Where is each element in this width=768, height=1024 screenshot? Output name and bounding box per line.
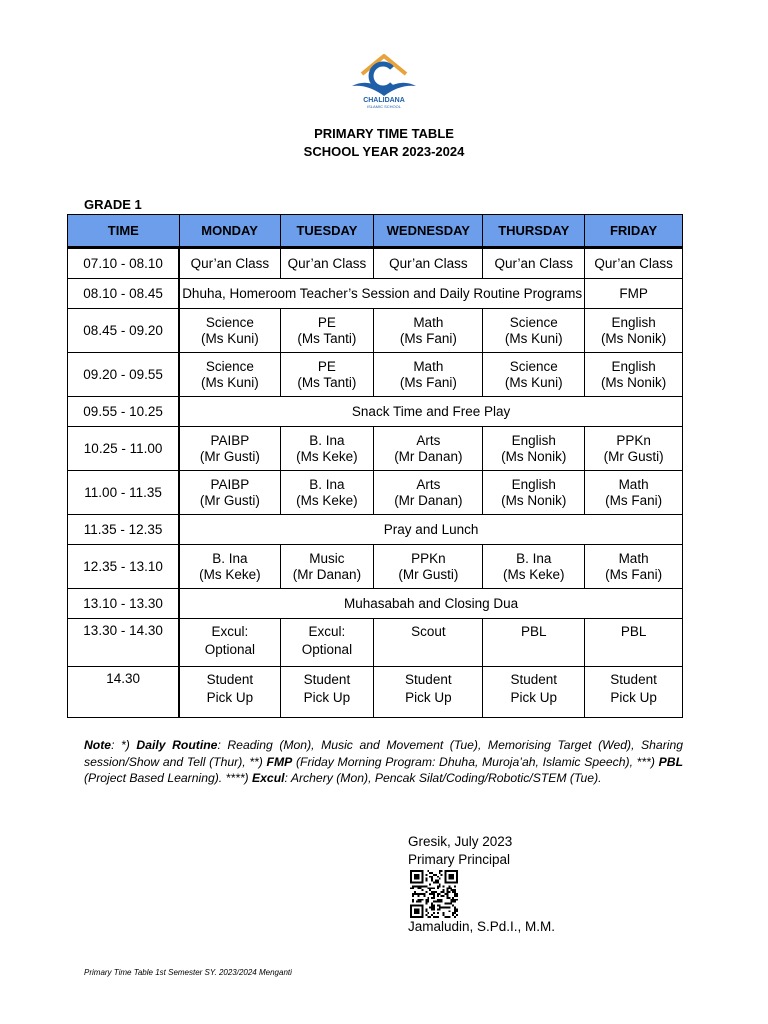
- footer-text: Primary Time Table 1st Semester SY. 2023/2024 Menganti: [84, 968, 292, 977]
- subject-name: Student: [510, 672, 557, 687]
- teacher-name: (Ms Keke): [296, 448, 358, 464]
- table-row: [68, 427, 683, 471]
- time-cell: 10.25 - 11.00: [68, 427, 180, 471]
- table-row: [68, 353, 683, 397]
- subject-name: Student: [610, 672, 657, 687]
- teacher-name: (Mr Gusti): [199, 492, 260, 508]
- teacher-name: Pick Up: [510, 690, 557, 705]
- subject-name: PAIBP: [210, 476, 250, 492]
- teacher-name: (Ms Tanti): [297, 330, 357, 346]
- table-row: [68, 589, 683, 619]
- subject-name: Student: [303, 672, 351, 687]
- subject-cell: [483, 248, 585, 279]
- title-line-2: SCHOOL YEAR 2023-2024: [303, 144, 465, 159]
- school-logo: [348, 48, 420, 110]
- title-line-1: PRIMARY TIME TABLE: [314, 126, 454, 141]
- teacher-name: (Mr Danan): [394, 448, 463, 464]
- logo-subtext: ISLAMIC SCHOOL: [366, 104, 402, 109]
- signature-role: Primary Principal: [408, 852, 511, 867]
- time-cell: 09.20 - 09.55: [68, 353, 180, 397]
- subject-name: English: [511, 432, 556, 448]
- time-cell: 08.10 - 08.45: [68, 279, 180, 309]
- teacher-name: (Ms Nonik): [600, 374, 667, 390]
- notes: [84, 737, 683, 787]
- teacher-name: (Ms Keke): [296, 492, 358, 508]
- table-row: [68, 545, 683, 589]
- notes-term: Excul: [252, 771, 285, 785]
- subject-name: Math: [413, 314, 444, 330]
- time-cell: 12.35 - 13.10: [68, 545, 180, 589]
- qr-code-icon: [410, 870, 458, 918]
- teacher-name: (Ms Fani): [399, 330, 457, 346]
- subject-cell: [483, 427, 585, 471]
- subject-cell: [374, 471, 483, 515]
- subject-name: B. Ina: [309, 432, 345, 448]
- signature-place-date: Gresik, July 2023: [408, 834, 513, 849]
- subject-name: Qur’an Class: [190, 255, 270, 271]
- teacher-name: (Ms Keke): [502, 566, 565, 582]
- subject-cell: [374, 545, 483, 589]
- table-row: [68, 248, 683, 279]
- teacher-name: Optional: [204, 642, 255, 657]
- subject-cell: [585, 471, 683, 515]
- subject-cell: [483, 353, 585, 397]
- subject-cell: [374, 427, 483, 471]
- column-header: TUESDAY: [280, 215, 374, 248]
- notes-text: : Reading (Mon), Music and Movement (Tue), Memorising Target (Wed), Sharing session/Show and Tell (Thur), **): [84, 738, 684, 769]
- subject-cell: [280, 619, 374, 667]
- teacher-name: Pick Up: [610, 690, 657, 705]
- notes-term: FMP: [266, 754, 293, 769]
- subject-name: Math: [618, 550, 649, 566]
- subject-cell: [374, 309, 483, 353]
- subject-name: PE: [317, 314, 336, 330]
- notes-text: : *): [111, 738, 137, 752]
- subject-name: PPKn: [616, 432, 651, 448]
- subject-cell: [179, 471, 280, 515]
- subject-cell: [280, 545, 374, 589]
- teacher-name: (Mr Danan): [292, 566, 362, 582]
- subject-name: Student: [405, 672, 452, 687]
- subject-name: PAIBP: [210, 432, 250, 448]
- teacher-name: Pick Up: [405, 690, 452, 705]
- teacher-name: (Ms Kuni): [504, 374, 563, 390]
- header-row: [68, 215, 683, 248]
- merged-activity-cell: Pray and Lunch: [179, 515, 682, 545]
- time-cell: 09.55 - 10.25: [68, 397, 180, 427]
- subject-cell: [374, 667, 483, 718]
- friday-cell: FMP: [585, 279, 683, 309]
- column-header: FRIDAY: [585, 215, 683, 248]
- subject-name: Science: [509, 314, 558, 330]
- teacher-name: (Mr Gusti): [398, 566, 459, 582]
- time-cell: 11.00 - 11.35: [68, 471, 180, 515]
- teacher-name: (Ms Fani): [605, 492, 663, 508]
- teacher-name: (Mr Gusti): [603, 448, 664, 464]
- teacher-name: (Ms Keke): [199, 566, 261, 582]
- time-cell: 13.30 - 14.30: [68, 619, 180, 667]
- time-cell: 11.35 - 12.35: [68, 515, 180, 545]
- teacher-name: (Ms Nonik): [600, 330, 667, 346]
- signature-name: Jamaludin, S.Pd.I., M.M.: [408, 919, 556, 934]
- table-row: [68, 309, 683, 353]
- subject-cell: [179, 353, 280, 397]
- subject-name: Qur’an Class: [594, 255, 673, 271]
- table-row: [68, 619, 683, 667]
- subject-name: PE: [317, 358, 336, 374]
- subject-name: Qur’an Class: [494, 255, 573, 271]
- subject-cell: [585, 619, 683, 667]
- table-row: [68, 515, 683, 545]
- subject-name: B. Ina: [516, 550, 552, 566]
- teacher-name: (Ms Nonik): [501, 448, 567, 464]
- subject-name: Math: [618, 476, 649, 492]
- time-cell: 08.45 - 09.20: [68, 309, 180, 353]
- subject-cell: [585, 248, 683, 279]
- teacher-name: (Ms Fani): [605, 566, 663, 582]
- teacher-name: (Mr Gusti): [199, 448, 260, 464]
- subject-name: PPKn: [411, 550, 446, 566]
- subject-name: Science: [205, 358, 254, 374]
- table-row: [68, 667, 683, 718]
- teacher-name: Pick Up: [206, 690, 254, 705]
- subject-cell: [179, 248, 280, 279]
- grade-label: GRADE 1: [84, 197, 142, 212]
- subject-cell: [179, 427, 280, 471]
- teacher-name: (Ms Fani): [399, 374, 457, 390]
- subject-name: Student: [206, 672, 254, 687]
- merged-activity-cell: Snack Time and Free Play: [179, 397, 682, 427]
- table-row: [68, 471, 683, 515]
- subject-name: Excul:: [211, 624, 249, 639]
- subject-name: English: [611, 358, 656, 374]
- notes-text: : Archery (Mon), Pencak Silat/Coding/Robotic/STEM (Tue).: [284, 771, 602, 785]
- notes-term: PBL: [658, 754, 684, 769]
- notes-term: Daily Routine: [136, 738, 218, 752]
- column-header: WEDNESDAY: [374, 215, 483, 248]
- subject-cell: [585, 353, 683, 397]
- subject-cell: [280, 248, 374, 279]
- teacher-name: Pick Up: [303, 690, 351, 705]
- notes-text: (Project Based Learning). ****): [84, 771, 253, 785]
- teacher-name: Optional: [301, 642, 353, 657]
- subject-name: Arts: [416, 476, 441, 492]
- subject-name: Excul:: [308, 624, 346, 639]
- subject-name: Qur’an Class: [287, 255, 367, 271]
- subject-cell: [179, 545, 280, 589]
- time-cell: 14.30: [68, 667, 180, 718]
- subject-cell: [585, 309, 683, 353]
- subject-name: PBL: [520, 624, 547, 639]
- teacher-name: (Ms Kuni): [504, 330, 563, 346]
- subject-cell: [585, 545, 683, 589]
- time-cell: 07.10 - 08.10: [68, 248, 180, 279]
- column-header: THURSDAY: [483, 215, 585, 248]
- subject-name: B. Ina: [212, 550, 248, 566]
- subject-cell: [483, 471, 585, 515]
- teacher-name: (Ms Nonik): [501, 492, 567, 508]
- subject-cell: [483, 309, 585, 353]
- teacher-name: (Ms Kuni): [200, 330, 259, 346]
- subject-cell: [483, 667, 585, 718]
- teacher-name: (Ms Tanti): [297, 374, 357, 390]
- notes-text: (Friday Morning Program: Dhuha, Muroja’ah, Islamic Speech), ***): [292, 754, 659, 769]
- subject-cell: [585, 427, 683, 471]
- table-row: [68, 397, 683, 427]
- subject-name: Science: [205, 314, 254, 330]
- subject-cell: [280, 667, 374, 718]
- subject-name: English: [511, 476, 556, 492]
- subject-name: Music: [309, 550, 345, 566]
- subject-name: B. Ina: [309, 476, 345, 492]
- subject-cell: [179, 619, 280, 667]
- subject-cell: [374, 353, 483, 397]
- teacher-name: (Mr Danan): [394, 492, 463, 508]
- subject-name: English: [611, 314, 656, 330]
- subject-name: Scout: [411, 624, 446, 639]
- time-cell: 13.10 - 13.30: [68, 589, 180, 619]
- subject-cell: [483, 619, 585, 667]
- subject-name: Math: [413, 358, 444, 374]
- merged-activity-cell: Muhasabah and Closing Dua: [179, 589, 682, 619]
- subject-name: PBL: [620, 624, 647, 639]
- subject-cell: [280, 427, 374, 471]
- teacher-name: (Ms Kuni): [200, 374, 259, 390]
- subject-cell: [585, 667, 683, 718]
- timetable: [67, 214, 683, 718]
- notes-label: Note: [84, 738, 112, 752]
- subject-name: Arts: [416, 432, 441, 448]
- subject-cell: [280, 309, 374, 353]
- subject-cell: [280, 471, 374, 515]
- subject-cell: [179, 667, 280, 718]
- column-header: MONDAY: [179, 215, 280, 248]
- subject-cell: [374, 248, 483, 279]
- subject-name: Science: [509, 358, 558, 374]
- subject-cell: [483, 545, 585, 589]
- column-header: TIME: [68, 215, 180, 248]
- merged-activity-cell: Dhuha, Homeroom Teacher’s Session and Daily Routine Programs: [179, 279, 584, 309]
- subject-cell: [374, 619, 483, 667]
- subject-name: Qur’an Class: [389, 255, 468, 271]
- subject-cell: [280, 353, 374, 397]
- table-row: [68, 279, 683, 309]
- subject-cell: [179, 309, 280, 353]
- logo-text: CHALIDANA: [363, 97, 405, 104]
